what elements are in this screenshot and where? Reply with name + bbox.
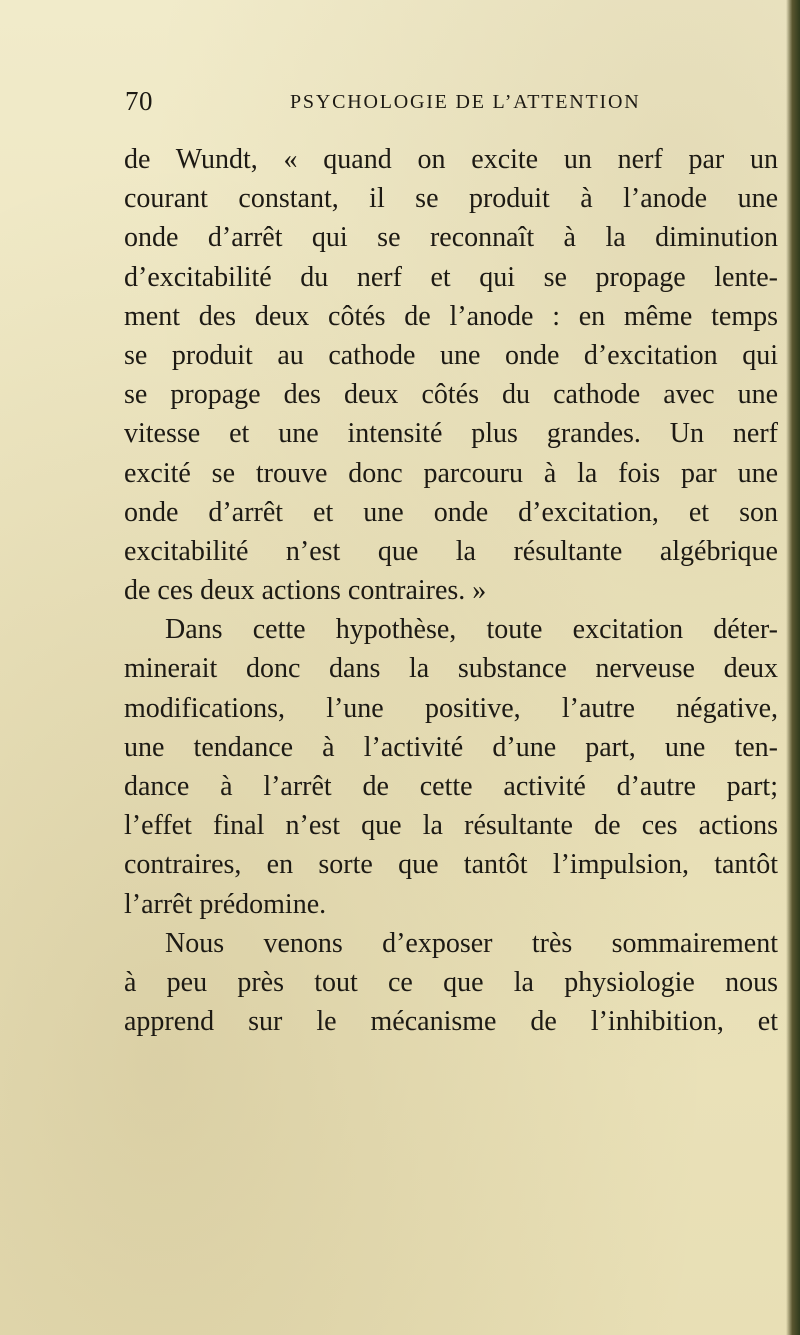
running-head xyxy=(0,86,800,120)
text-line: l’effet final n’est que la résultante de ces actions xyxy=(124,810,778,842)
text-line: onde d’arrêt qui se reconnaît à la diminution xyxy=(124,222,778,254)
text-line: se propage des deux côtés du cathode avec une xyxy=(124,379,778,411)
body-text xyxy=(124,140,778,1041)
text-line: vitesse et une intensité plus grandes. Un nerf xyxy=(124,418,778,450)
text-line: Dans cette hypothèse, toute excitation déter- xyxy=(165,614,778,646)
text-line: ment des deux côtés de l’anode : en même temps xyxy=(124,300,778,332)
page-edge-shadow xyxy=(786,0,800,1335)
running-title: PSYCHOLOGIE DE L’ATTENTION xyxy=(290,91,641,113)
text-line: l’arrêt prédomine. xyxy=(124,888,327,920)
text-line: de Wundt, « quand on excite un nerf par un xyxy=(124,144,778,175)
text-line: contraires, en sorte que tantôt l’impulsion, tantôt xyxy=(124,849,778,881)
text-line: dance à l’arrêt de cette activité d’autre part; xyxy=(124,771,778,802)
text-line: à peu près tout ce que la physiologie nous xyxy=(124,966,778,998)
text-line: courant constant, il se produit à l’anode une xyxy=(124,183,778,215)
page-number: 70 xyxy=(125,86,153,116)
text-line: Nous venons d’exposer très sommairement xyxy=(165,927,778,959)
text-line: excitabilité n’est que la résultante algébrique xyxy=(124,535,778,567)
text-line: onde d’arrêt et une onde d’excitation, et son xyxy=(124,496,778,528)
text-line: apprend sur le mécanisme de l’inhibition, et xyxy=(124,1006,778,1038)
text-line: une tendance à l’activité d’une part, une ten- xyxy=(124,731,778,763)
text-line: se produit au cathode une onde d’excitation qui xyxy=(124,339,778,371)
text-line: minerait donc dans la substance nerveuse deux xyxy=(124,653,778,685)
text-line: de ces deux actions contraires. » xyxy=(124,575,487,607)
text-line: d’excitabilité du nerf et qui se propage lente- xyxy=(124,261,778,293)
text-line: excité se trouve donc parcouru à la fois par une xyxy=(124,457,778,489)
text-line: modifications, l’une positive, l’autre négative, xyxy=(124,692,778,724)
